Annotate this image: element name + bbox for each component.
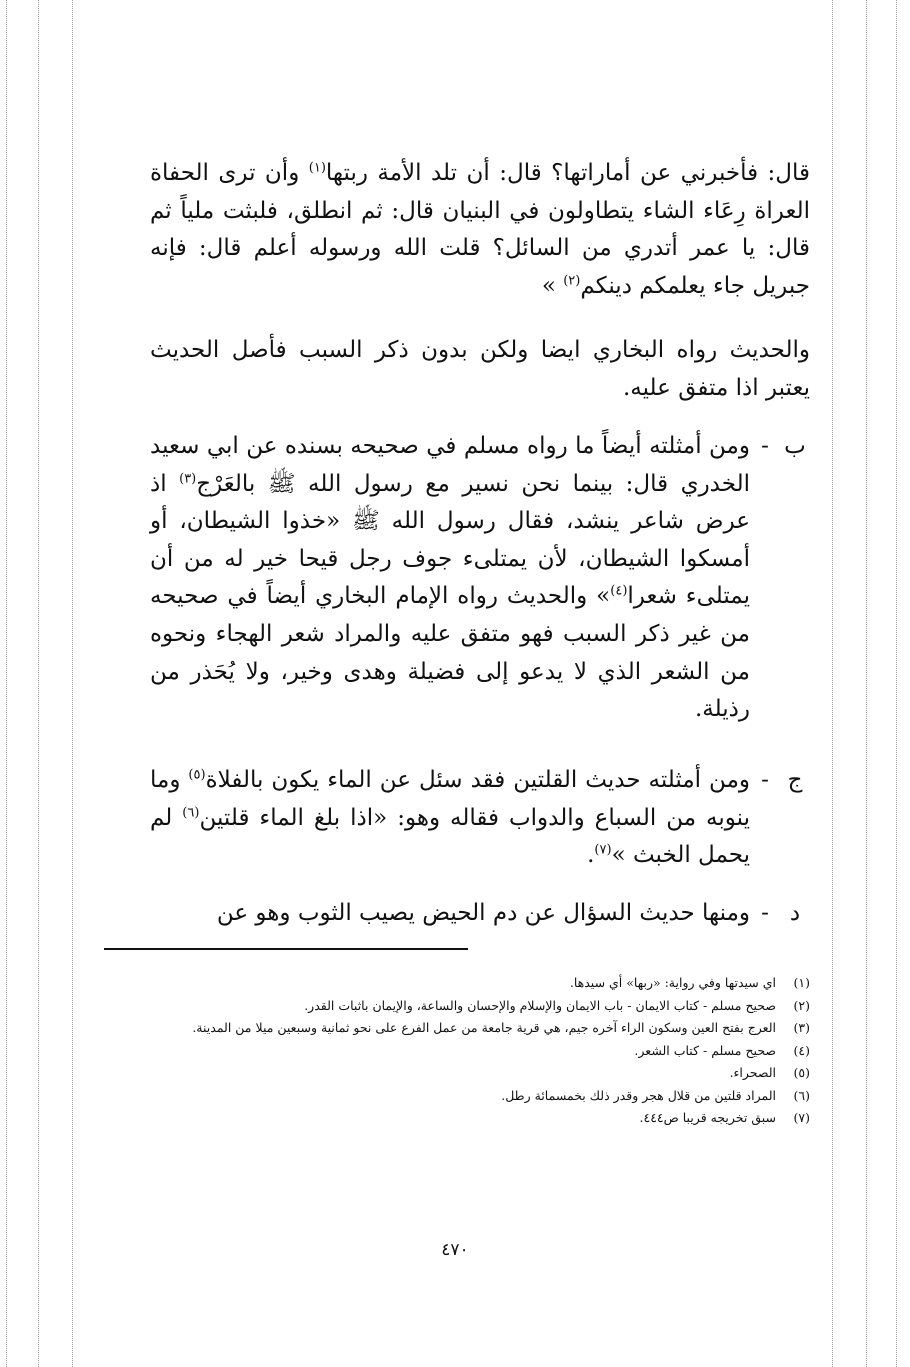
footnote-ref[interactable]: (٤) [610, 583, 628, 599]
footnote-number: (٥) [793, 1065, 810, 1080]
footnote-separator [104, 948, 468, 950]
item-text: وما ينوبه من السباع والدواب فقاله وهو: «اذا بلغ الماء قلتين [150, 767, 750, 831]
footnote-5 [98, 1062, 810, 1085]
footnote-ref[interactable]: (٥) [188, 767, 206, 783]
footnote-7 [98, 1107, 810, 1130]
item-letter: ب [784, 433, 806, 459]
footnote-text: المراد قلتين من قلال هجر وقدر ذلك بخمسمائة رطل. [501, 1087, 776, 1103]
page-number: ٤٧٠ [441, 1240, 469, 1260]
item-text: ومن أمثلته حديث القلتين فقد سئل عن الماء يكون بالفلاة [205, 767, 750, 793]
footnote-text: اي سيدتها وفي رواية: «ربها» أي سيدها. [569, 975, 776, 990]
footnote-3 [98, 1017, 810, 1040]
item-text: ومنها حديث السؤال عن دم الحيض يصيب الثوب وهو عن [216, 900, 750, 926]
list-item-d [150, 895, 810, 933]
item-text: لم يحمل الخبث » [150, 804, 750, 869]
item-letter: ج [787, 767, 803, 793]
list-item-j [150, 762, 810, 875]
paragraph-text: قال: فأخبرني عن أماراتها؟ قال: أن تلد الأمة ربتها [325, 160, 810, 186]
footnote-text: صحيح مسلم - كتاب الايمان - باب الايمان والإسلام والإحسان والساعة، والإيمان باثبات القدر. [304, 997, 776, 1013]
footnote-text: العرج بفتح العين وسكون الراء آخره جيم، هي قرية جامعة من عمل الفرع على نحو ثمانية وسبعين ميلا من المدينة. [192, 1020, 776, 1035]
footnote-ref[interactable]: (٦) [182, 804, 200, 820]
paragraph-bukhari-note [150, 332, 810, 407]
footnote-ref[interactable]: (٧) [594, 842, 612, 858]
footnote-ref[interactable]: (١) [308, 160, 326, 176]
footnotes [98, 972, 810, 1130]
item-text: » والحديث رواه الإمام البخاري أيضاً في صحيحه من غير ذكر السبب فهو متفق عليه والمراد شعر الهجاء ونحوه من الشعر الذي لا يدعو إلى فضيلة وهدى وخير، ولا يُحَذر من رذيلة. [150, 583, 750, 723]
paragraph-text: » [541, 272, 564, 299]
item-text: . [587, 842, 595, 869]
paragraph-text: وأن ترى الحفاة العراة رِعَاء الشاء يتطاولون في البنيان قال: ثم انطلق، فلبثت ملياً ثم قال: يا عمر أتدري من السائل؟ قلت الله ورسوله أعلم قال: فإنه جبريل جاء يعلمكم دينكم [150, 160, 810, 299]
item-dash: - [761, 900, 769, 926]
list-item-b [150, 428, 810, 729]
footnote-1 [98, 972, 810, 995]
paragraph-text: والحديث رواه البخاري ايضا ولكن بدون ذكر السبب فأصل الحديث يعتبر اذا متفق عليه. [150, 337, 810, 401]
footnote-6 [98, 1085, 810, 1108]
footnote-number: (٦) [793, 1087, 810, 1103]
footnote-number: (٢) [793, 997, 810, 1013]
item-letter: د [789, 900, 801, 926]
footnote-4 [98, 1040, 810, 1063]
paragraph-hadith-continuation [150, 155, 810, 305]
footnote-text: سبق تخريجه قريبا ص٤٤٤. [639, 1110, 776, 1125]
item-dash: - [761, 767, 769, 793]
footnote-ref[interactable]: (٣) [179, 470, 197, 486]
footnote-text: الصحراء. [729, 1065, 776, 1080]
footnote-number: (٣) [793, 1020, 810, 1035]
footnote-number: (٤) [793, 1042, 810, 1058]
item-text: ومن أمثلته أيضاً ما رواه مسلم في صحيحه بسنده عن ابي سعيد الخدري قال: بينما نحن نسير مع رسول الله ﷺ بالعَرْج [150, 433, 750, 497]
footnote-number: (١) [793, 975, 810, 990]
footnote-2 [98, 995, 810, 1018]
footnote-ref[interactable]: (٢) [563, 273, 581, 289]
footnote-number: (٧) [793, 1110, 810, 1125]
item-text: اذ عرض شاعر ينشد، فقال رسول الله ﷺ «خذوا الشيطان، أو أمسكوا الشيطان، لأن يمتلىء جوف رجل قيحا خير له من أن يمتلىء شعرا [150, 470, 750, 610]
footnote-text: صحيح مسلم - كتاب الشعر. [634, 1042, 776, 1058]
item-dash: - [761, 433, 769, 459]
